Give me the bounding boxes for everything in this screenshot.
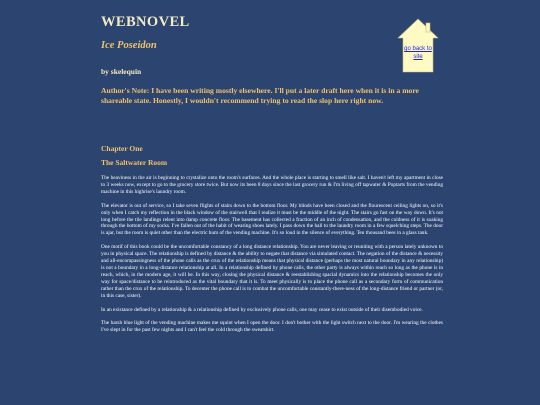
chapter-body — [101, 175, 443, 341]
chapter-title: The Saltwater Room — [101, 158, 168, 167]
go-back-to-site-link[interactable] — [397, 18, 439, 73]
authors-note: Author's Note: I have been writing mostly elsewhere. I'll put a later draft here when it is in a more shareable state. Honestly, I wouldn't recommend trying to read the slop here right now. — [101, 86, 419, 105]
paragraph: The elevator is out of service, so I take seven flights of stairs down to the bottom floor. My blinds have been closed and the flourescent ceiling lights on, so it's only when I catch my reflection in the black window of the stairwell that I realize it must be the middle of the night. The stairs go fast on the way down. It's not long before the tile landings relent into damp concrete floor. The basement has collected a fraction of an inch of condensation, and the coldness of it is soaking through the bottom of my socks. I've fallen out of the habit of wearing shoes lately. I pass down the hall to the laundry room in a few squelching steps. The door is ajar, but the room is quiet other than the electric hum of the vending machine. It's so loud in the silence of everything. Ten thousand bees in a glass tank. — [101, 202, 443, 237]
site-title: WEBNOVEL — [101, 14, 190, 30]
paragraph: The harsh blue light of the vending machine makes me squint when I open the door. I don't bother with the light switch next to the door. I'm wearing the clothes I've slept in for the past few nights and I can't feel the cold through the sweatshirt. — [101, 320, 443, 334]
byline: by skelequin — [101, 67, 142, 76]
home-link-label: go back to site — [404, 46, 432, 60]
paragraph: In an existance defined by a relationship & a relationship defined by exclusively phone calls, one may cease to exist outside of their disembodied voice. — [101, 306, 423, 313]
paragraph: One motif of this book could be the uncomfortable constancy of a long distance relationship. You are never leaving or reuniting with a person lately unknown to you in physical space. The relationship is defined by distance & the ability to negate that distance via simulated contact. The negation of the distance & necessity and all-encompassingness of the phone calls as the crux of the relationship means that physical distance (perhaps the most natural boundary in any relationship) is not a boundary in a long-distance relationship at all. In a relationship defined by phone calls, the other party is always within reach so long as the phone is in reach, which, in the modern age, it will be. In this way, closing the physical distance & reestablishing spacial dynamics into the relationship becomes the only way for space/distance to be reintroduced as the vital boundary that it is. To meet physically is to place the phone call as a secondary form of communication rather than the crux of the relationship. To decenter the phone call is to combat the uncomfortable constantly-there-ness of the long-distance friend or partner (or, in this case, sister). — [101, 244, 443, 299]
work-title: Ice Poseidon — [101, 40, 157, 51]
chapter-label: Chapter One — [101, 144, 143, 153]
paragraph: The heaviness in the air is beginning to crystalize onto the room's surfaces. And the whole place is starting to smell like salt. I haven't left my apartment in close to 3 weeks now, except to go to the grocery store twice. But now its been 8 days since the last grocery run & I'm living off tapwater & Poptarts from the vending machine in this highrise's laundry room. — [101, 175, 443, 195]
